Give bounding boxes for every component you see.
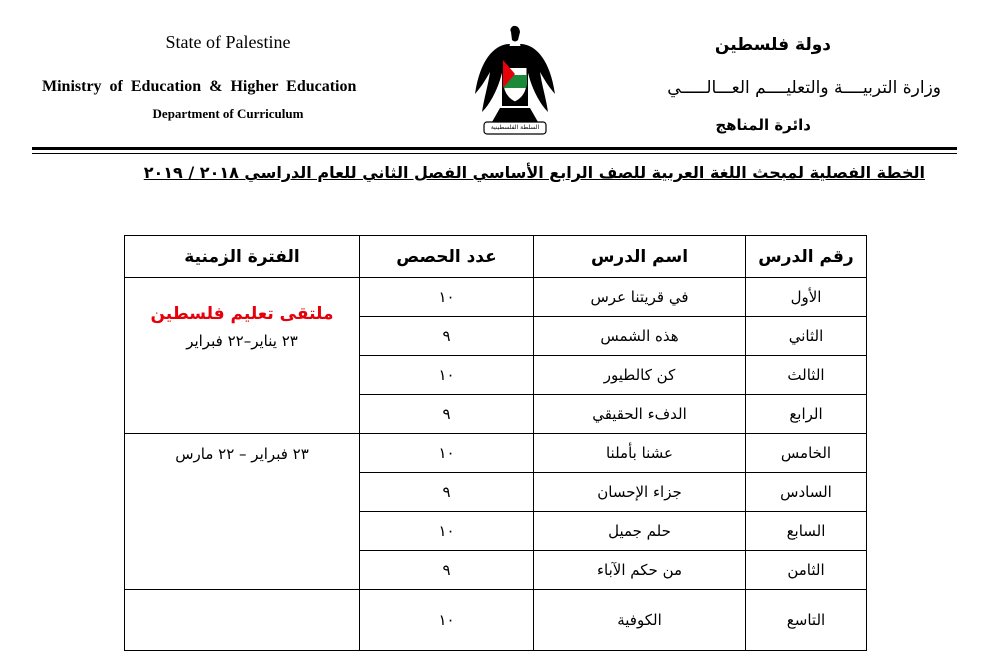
table-row (125, 434, 867, 473)
lesson-number: الخامس (746, 434, 867, 473)
english-department-name: Department of Curriculum (152, 106, 304, 121)
semester-plan-table (124, 235, 867, 651)
lesson-name: هذه الشمس (534, 317, 746, 356)
lesson-name: عشنا بأملنا (534, 434, 746, 473)
highlight-label: ملتقى تعليم فلسطين (150, 304, 334, 324)
time-frame-dates: ٢٣ يناير–٢٢ فبراير (186, 331, 298, 350)
lesson-number: التاسع (746, 590, 867, 651)
time-frame-dates: ٢٣ فبراير – ٢٢ مارس (175, 445, 309, 463)
english-state-name: State of Palestine (165, 32, 291, 52)
lesson-name: حلم جميل (534, 512, 746, 551)
lesson-name: في قريتنا عرس (534, 278, 746, 317)
header-periods: عدد الحصص (360, 236, 534, 278)
header-divider-thin (32, 153, 957, 154)
lesson-periods: ١٠ (360, 434, 534, 473)
lesson-periods: ١٠ (360, 278, 534, 317)
header-divider-thick (32, 147, 957, 150)
plan-title: الخطة الفصلية لمبحث اللغة العربية للصف الرابع الأساسي الفصل الثاني للعام الدراسي ٢٠١٨ / ٢٠١٩ (143, 163, 925, 182)
arabic-department-name: دائرة المناهج (715, 116, 811, 134)
lesson-number: الثالث (746, 356, 867, 395)
time-frame-cell (125, 590, 360, 651)
header-lesson-name: اسم الدرس (534, 236, 746, 278)
lesson-periods: ١٠ (360, 590, 534, 651)
arabic-ministry-name: وزارة التربيــــة والتعليــــم العـــالـــــي (667, 78, 941, 98)
lesson-name: كن كالطيور (534, 356, 746, 395)
header-time-frame: الفترة الزمنية (125, 236, 360, 278)
lesson-periods: ٩ (360, 473, 534, 512)
table-row (125, 590, 867, 651)
lesson-periods: ١٠ (360, 356, 534, 395)
lesson-number: السادس (746, 473, 867, 512)
lesson-name: من حكم الآباء (534, 551, 746, 590)
lesson-number: الثامن (746, 551, 867, 590)
lesson-periods: ٩ (360, 551, 534, 590)
lesson-number: الأول (746, 278, 867, 317)
table-header-row (125, 236, 867, 278)
emblem-caption: السلطة الفلسطينية (490, 124, 540, 131)
lesson-number: الرابع (746, 395, 867, 434)
lesson-name: الكوفية (534, 590, 746, 651)
lesson-number: الثاني (746, 317, 867, 356)
lesson-periods: ١٠ (360, 512, 534, 551)
lesson-number: السابع (746, 512, 867, 551)
arabic-state-name: دولة فلسطين (714, 35, 831, 55)
time-frame-cell (125, 434, 360, 590)
lesson-name: الدفء الحقيقي (534, 395, 746, 434)
english-ministry-name: Ministry of Education & Higher Education (42, 78, 357, 95)
header-lesson-number: رقم الدرس (746, 236, 867, 278)
lesson-periods: ٩ (360, 317, 534, 356)
time-frame-cell (125, 278, 360, 434)
lesson-periods: ٩ (360, 395, 534, 434)
lesson-name: جزاء الإحسان (534, 473, 746, 512)
palestine-eagle-emblem-icon (470, 24, 560, 140)
table-row (125, 278, 867, 317)
